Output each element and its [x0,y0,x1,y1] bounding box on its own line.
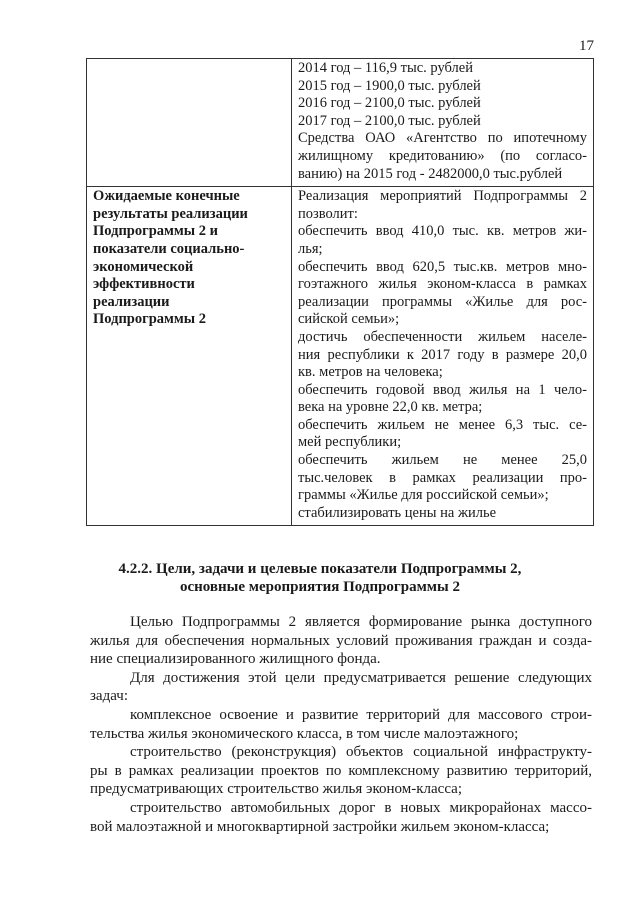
paragraph-line: строительство автомобильных дорог в новых микрорайонах массо- [130,799,592,816]
paragraph-line: тельства жилья экономического класса, в том числе малоэтажного; [90,725,519,742]
paragraph-line: ние специализированного жилищного фонда. [90,651,381,668]
result-line: лья; [298,240,323,257]
subprogram-table [86,58,594,526]
paragraph-line: жилья для обеспечения нормальных условий проживания граждан и созда- [90,632,592,649]
table-row [87,187,594,526]
result-line: тыс.человек в рамках реализации про- [298,469,587,486]
paragraph-line: вой малоэтажной и многоквартирной застройки жильем эконом-класса; [90,818,550,835]
table-row [87,59,594,187]
result-line: гоэтажного жилья эконом-класса в рамках [298,276,587,293]
label-line: Ожидаемые конечные [93,188,240,205]
funding-cell [292,59,594,187]
label-line: реализации [93,293,170,310]
page-number: 17 [579,38,594,54]
paragraph-line: ры в рамках реализации проектов по комплексному развитию территорий, [90,762,592,779]
label-line: эффективности [93,276,195,293]
label-line: экономической [93,258,194,275]
result-line: достичь обеспеченности жильем населе- [298,328,587,345]
paragraph-line: строительство (реконструкция) объектов социальной инфраструкту- [130,744,592,761]
section-heading-line: основные мероприятия Подпрограммы 2 [180,579,460,595]
label-line: Подпрограммы 2 [93,311,206,328]
funding-line: 2017 год – 2100,0 тыс. рублей [298,112,481,129]
label-line: показатели социально- [93,240,245,257]
results-label-cell [87,187,292,526]
result-line: обеспечить ввод 410,0 тыс. кв. метров жи- [298,223,587,240]
paragraph-line: предусматривающих строительство жилья эконом-класса; [90,781,462,798]
body-text [90,613,592,836]
label-line: Подпрограммы 2 и [93,223,218,240]
result-line: Реализация мероприятий Подпрограммы 2 [298,188,587,205]
result-line: обеспечить жильем не менее 25,0 [298,452,587,469]
result-line: сийской семьи»; [298,311,400,328]
result-line: кв. метров на человека; [298,364,443,381]
result-line: ния республики к 2017 году в размере 20,0 [298,346,587,363]
funding-line: ванию) на 2015 год - 2482000,0 тыс.рублей [298,165,563,182]
result-line: позволит: [298,205,358,222]
paragraph-line: Целью Подпрограммы 2 является формирование рынка доступного [130,614,592,630]
section-heading-line: 4.2.2. Цели, задачи и целевые показатели Подпрограммы 2, [118,561,522,577]
funding-line: 2014 год – 116,9 тыс. рублей [298,60,473,76]
funding-line: Средства ОАО «Агентство по ипотечному [298,130,587,147]
funding-line: 2015 год – 1900,0 тыс. рублей [298,77,481,94]
paragraph-line: Для достижения этой цели предусматривается решение следующих [130,669,592,686]
paragraph-line: задач: [90,688,128,705]
funding-line: 2016 год – 2100,0 тыс. рублей [298,95,481,112]
label-line: результаты реализации [93,205,248,222]
results-cell [292,187,594,526]
table-cell-empty [87,59,292,187]
result-line: реализации программы «Жилье для рос- [298,293,587,310]
result-line: стабилизировать цены на жилье [298,504,497,521]
result-line: века на уровне 22,0 кв. метра; [298,399,483,416]
result-line: мей республики; [298,434,402,451]
result-line: обеспечить ввод 620,5 тыс.кв. метров мно- [298,258,587,275]
result-line: граммы «Жилье для российской семьи»; [298,487,549,504]
result-line: обеспечить жильем не менее 6,3 тыс. се- [298,416,587,433]
paragraph-line: комплексное освоение и развитие территорий для массового строи- [130,706,592,723]
section-heading [0,560,640,596]
funding-line: жилищному кредитованию» (по согласо- [298,147,587,164]
result-line: обеспечить годовой ввод жилья на 1 чело- [298,381,587,398]
